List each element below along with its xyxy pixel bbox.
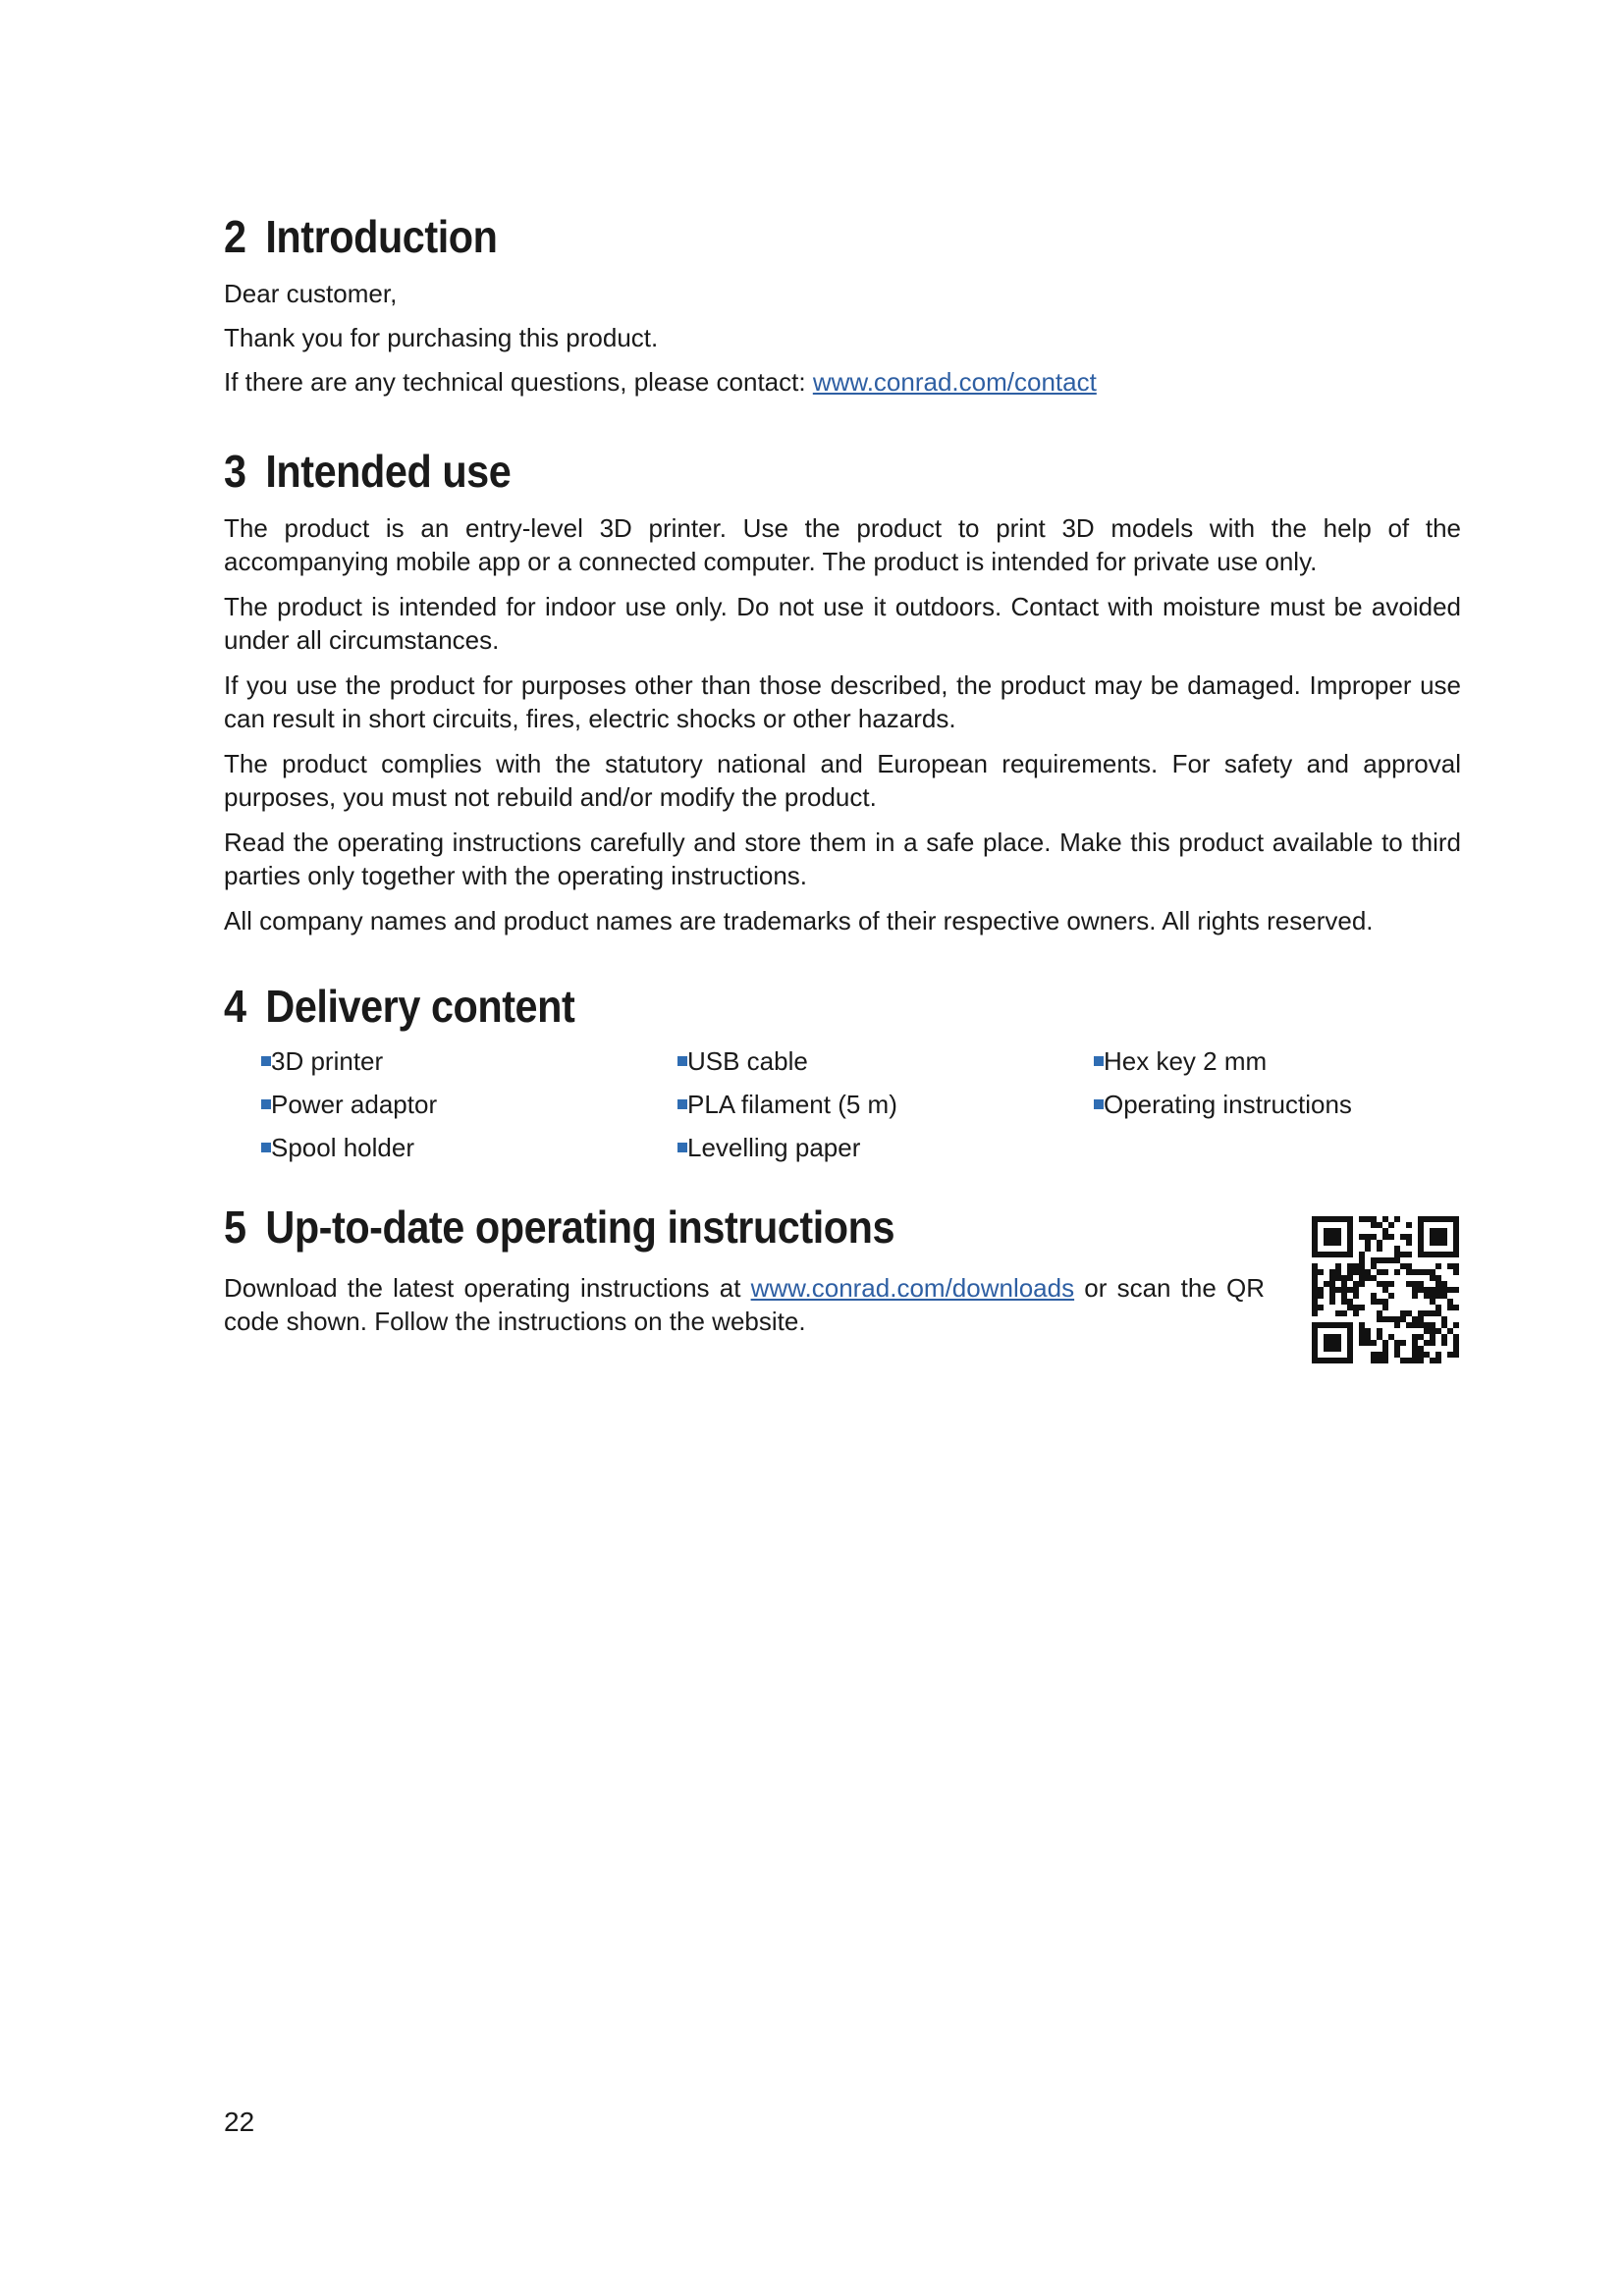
greeting-text: Dear customer, bbox=[224, 278, 398, 308]
list-item-label: Power adaptor bbox=[271, 1089, 438, 1119]
section-number: 4 bbox=[224, 980, 246, 1032]
list-item-label: PLA filament (5 m) bbox=[687, 1089, 897, 1119]
square-bullet-icon bbox=[677, 1056, 687, 1066]
section-introduction bbox=[224, 211, 1461, 399]
square-bullet-icon bbox=[261, 1143, 271, 1152]
section-title: Intended use bbox=[265, 445, 512, 497]
list-item bbox=[1094, 1088, 1418, 1121]
section-heading bbox=[224, 211, 1337, 263]
list-item bbox=[677, 1044, 1094, 1078]
intended-use-paragraph: The product complies with the statutory national and European requirements. For safety and approval purposes, you must not rebuild and/or modify the product. bbox=[224, 748, 1461, 812]
contact-prefix: If there are any technical questions, please contact: bbox=[224, 366, 813, 397]
list-item bbox=[677, 1088, 1094, 1121]
square-bullet-icon bbox=[1094, 1099, 1104, 1109]
list-item bbox=[677, 1131, 1094, 1164]
section-number: 5 bbox=[224, 1201, 246, 1253]
square-bullet-icon bbox=[261, 1099, 271, 1109]
qr-code-graphic bbox=[1312, 1216, 1459, 1363]
list-item-label: 3D printer bbox=[271, 1045, 384, 1076]
intended-use-paragraph: If you use the product for purposes other than those described, the product may be damaged. Improper use can result in short circuits, fires, electric shocks or other hazards. bbox=[224, 669, 1461, 733]
intended-use-paragraph: The product is an entry-level 3D printer. Use the product to print 3D models with the help of the accompanying mobile app or a connected computer. The product is intended for private use only. bbox=[224, 512, 1461, 576]
section-operating-instructions bbox=[224, 1201, 1461, 1338]
section-heading bbox=[224, 981, 1337, 1033]
intended-use-paragraph: Read the operating instructions carefully and store them in a safe place. Make this product available to third parties only together with the operating instructions. bbox=[224, 827, 1461, 890]
section-delivery-content bbox=[224, 981, 1461, 1164]
list-item-label: USB cable bbox=[687, 1045, 808, 1076]
square-bullet-icon bbox=[1094, 1056, 1104, 1066]
section-title: Delivery content bbox=[265, 980, 575, 1032]
square-bullet-icon bbox=[677, 1143, 687, 1152]
delivery-list bbox=[224, 1044, 1461, 1164]
list-item-label: Hex key 2 mm bbox=[1104, 1045, 1268, 1076]
page-content bbox=[224, 211, 1461, 1338]
list-item bbox=[261, 1088, 677, 1121]
square-bullet-icon bbox=[677, 1099, 687, 1109]
list-item-label: Levelling paper bbox=[687, 1132, 861, 1162]
thanks-text: Thank you for purchasing this product. bbox=[224, 322, 659, 352]
square-bullet-icon bbox=[261, 1056, 271, 1066]
list-item bbox=[261, 1131, 677, 1164]
download-suffix: or scan the QR code shown. Follow the instructions on the website. bbox=[224, 1272, 1266, 1336]
download-paragraph bbox=[224, 1271, 1265, 1338]
list-item bbox=[1094, 1044, 1418, 1078]
intended-use-paragraph: The product is intended for indoor use only. Do not use it outdoors. Contact with moisture must be avoided under all circumstances. bbox=[224, 591, 1461, 655]
contact-link[interactable]: www.conrad.com/contact bbox=[812, 366, 1097, 397]
section-number: 3 bbox=[224, 445, 246, 497]
section-heading bbox=[224, 446, 1337, 498]
section-heading bbox=[224, 1201, 1337, 1254]
page-number: 22 bbox=[224, 2107, 255, 2137]
contact-paragraph bbox=[224, 365, 1461, 399]
qr-code-icon[interactable] bbox=[1312, 1216, 1459, 1363]
list-item bbox=[261, 1044, 677, 1078]
intended-use-paragraph: All company names and product names are trademarks of their respective owners. All rights reserved. bbox=[224, 905, 1374, 935]
list-item-label: Operating instructions bbox=[1104, 1089, 1352, 1119]
section-title: Up-to-date operating instructions bbox=[265, 1201, 895, 1253]
download-prefix: Download the latest operating instructions at bbox=[224, 1272, 751, 1303]
downloads-link[interactable]: www.conrad.com/downloads bbox=[750, 1272, 1075, 1303]
list-item-label: Spool holder bbox=[271, 1132, 414, 1162]
section-title: Introduction bbox=[265, 211, 498, 262]
section-intended-use bbox=[224, 446, 1461, 937]
section-number: 2 bbox=[224, 211, 246, 262]
